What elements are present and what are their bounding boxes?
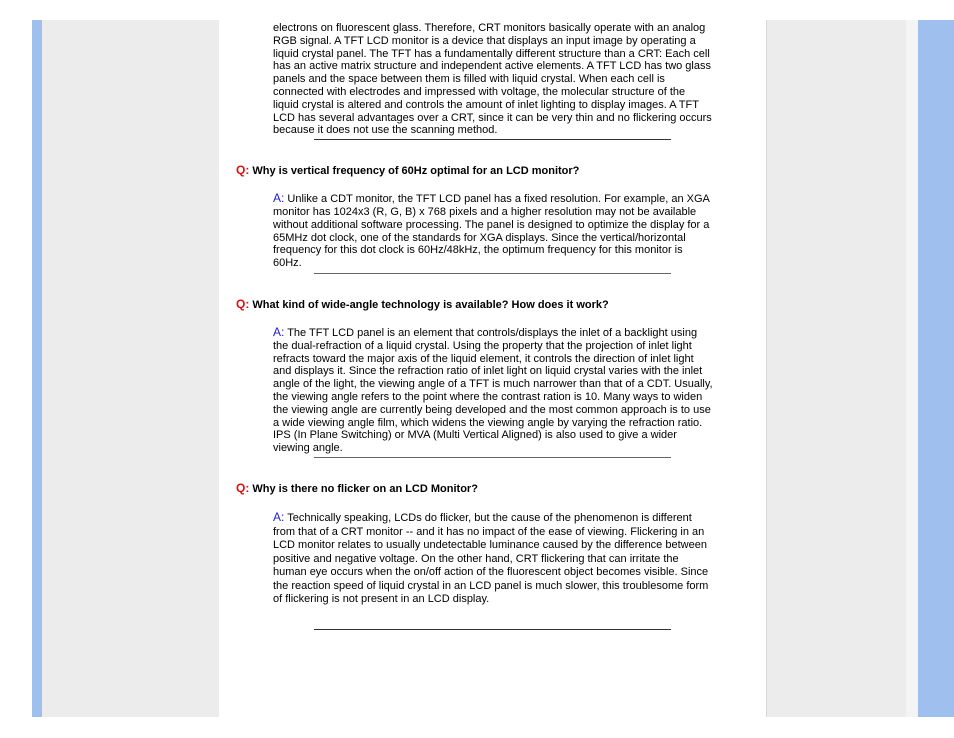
answer-text: Unlike a CDT monitor, the TFT LCD panel has a fixed resolution. For example, an XGA monitor has 1024x3 (R, G, B) x 768 pixels and a higher resolution may not be available without additional software processing. The panel is designed to optimize the display for a 65MHz dot clock, one of the standards for XGA displays. Since the vertical/horizontal frequency for this dot clock is 60Hz/48kHz, the optimum frequency for this monitor is 60Hz. [273,193,710,270]
question-label: Q: [236,163,250,178]
answer-label: A: [273,509,285,524]
question-label: Q: [236,480,250,495]
divider-1 [314,139,671,140]
divider-2 [314,273,671,274]
answer-1 [273,192,713,270]
question-text: Why is there no flicker on an LCD Monitor? [252,482,478,495]
right-column-edge [906,20,918,717]
question-1 [236,163,765,178]
question-text: What kind of wide-angle technology is available? How does it work? [252,298,609,311]
answer-text: Technically speaking, LCDs do flicker, but the cause of the phenomenon is different from that of a CRT monitor -- and it has no impact of the ease of viewing. Flickering in an LCD monitor relates to usually undetectable luminance caused by the difference between positive and negative voltage. On the other hand, CRT flickering that can irritate the human eye occurs when the on/off action of the fluorescent object becomes visible. Since the reaction speed of liquid crystal in an LCD panel is much slower, this troublesome form of flickering is not present in an LCD display. [273,511,709,606]
answer-text: The TFT LCD panel is an element that controls/displays the inlet of a backlight using the dual-refraction of a liquid crystal. Using the property that the projection of inlet light refracts toward the major axis of the liquid element, it controls the direction of inlet light and displays it. Since the refraction ratio of inlet light on liquid crystal varies with the inlet angle of the light, the viewing angle of a TFT is much narrower than that of a CDT. Usually, the viewing angle refers to the point where the contrast ration is 10. Many ways to widen the viewing angle are currently being developed and the most common approach is to use a wide viewing angle film, which widens the viewing angle by varying the refraction ratio. IPS (In Plane Switching) or MVA (Multi Vertical Aligned) is also used to give a wider viewing angle. [273,326,713,455]
question-3 [236,481,765,496]
answer-3 [273,511,713,607]
left-accent-band [32,20,42,717]
answer-2 [273,326,713,455]
divider-3 [314,457,671,458]
right-gray-column [766,20,919,717]
divider-4 [314,629,671,630]
question-text: Why is vertical frequency of 60Hz optimal for an LCD monitor? [252,165,580,178]
question-label: Q: [236,296,250,311]
left-gray-column [42,20,219,717]
intro-answer-text: electrons on fluorescent glass. Therefore, CRT monitors basically operate with an analog RGB signal. A TFT LCD monitor is a device that displays an input image by operating a liquid crystal panel. The TFT has a fundamentally different structure than a CRT: Each cell has an active matrix structure and independent active elements. A TFT LCD has two glass panels and the space between them is filled with liquid crystal. When each cell is connected with electrodes and impressed with voltage, the molecular structure of the liquid crystal is altered and controls the amount of inlet lighting to display images. A TFT LCD has several advantages over a CRT, since it can be very thin and no flickering occurs because it does not use the scanning method. [273,22,712,137]
answer-label: A: [273,324,285,339]
faq-content [220,18,765,630]
answer-label: A: [273,191,285,206]
question-2 [236,297,765,312]
right-accent-band [918,20,954,717]
